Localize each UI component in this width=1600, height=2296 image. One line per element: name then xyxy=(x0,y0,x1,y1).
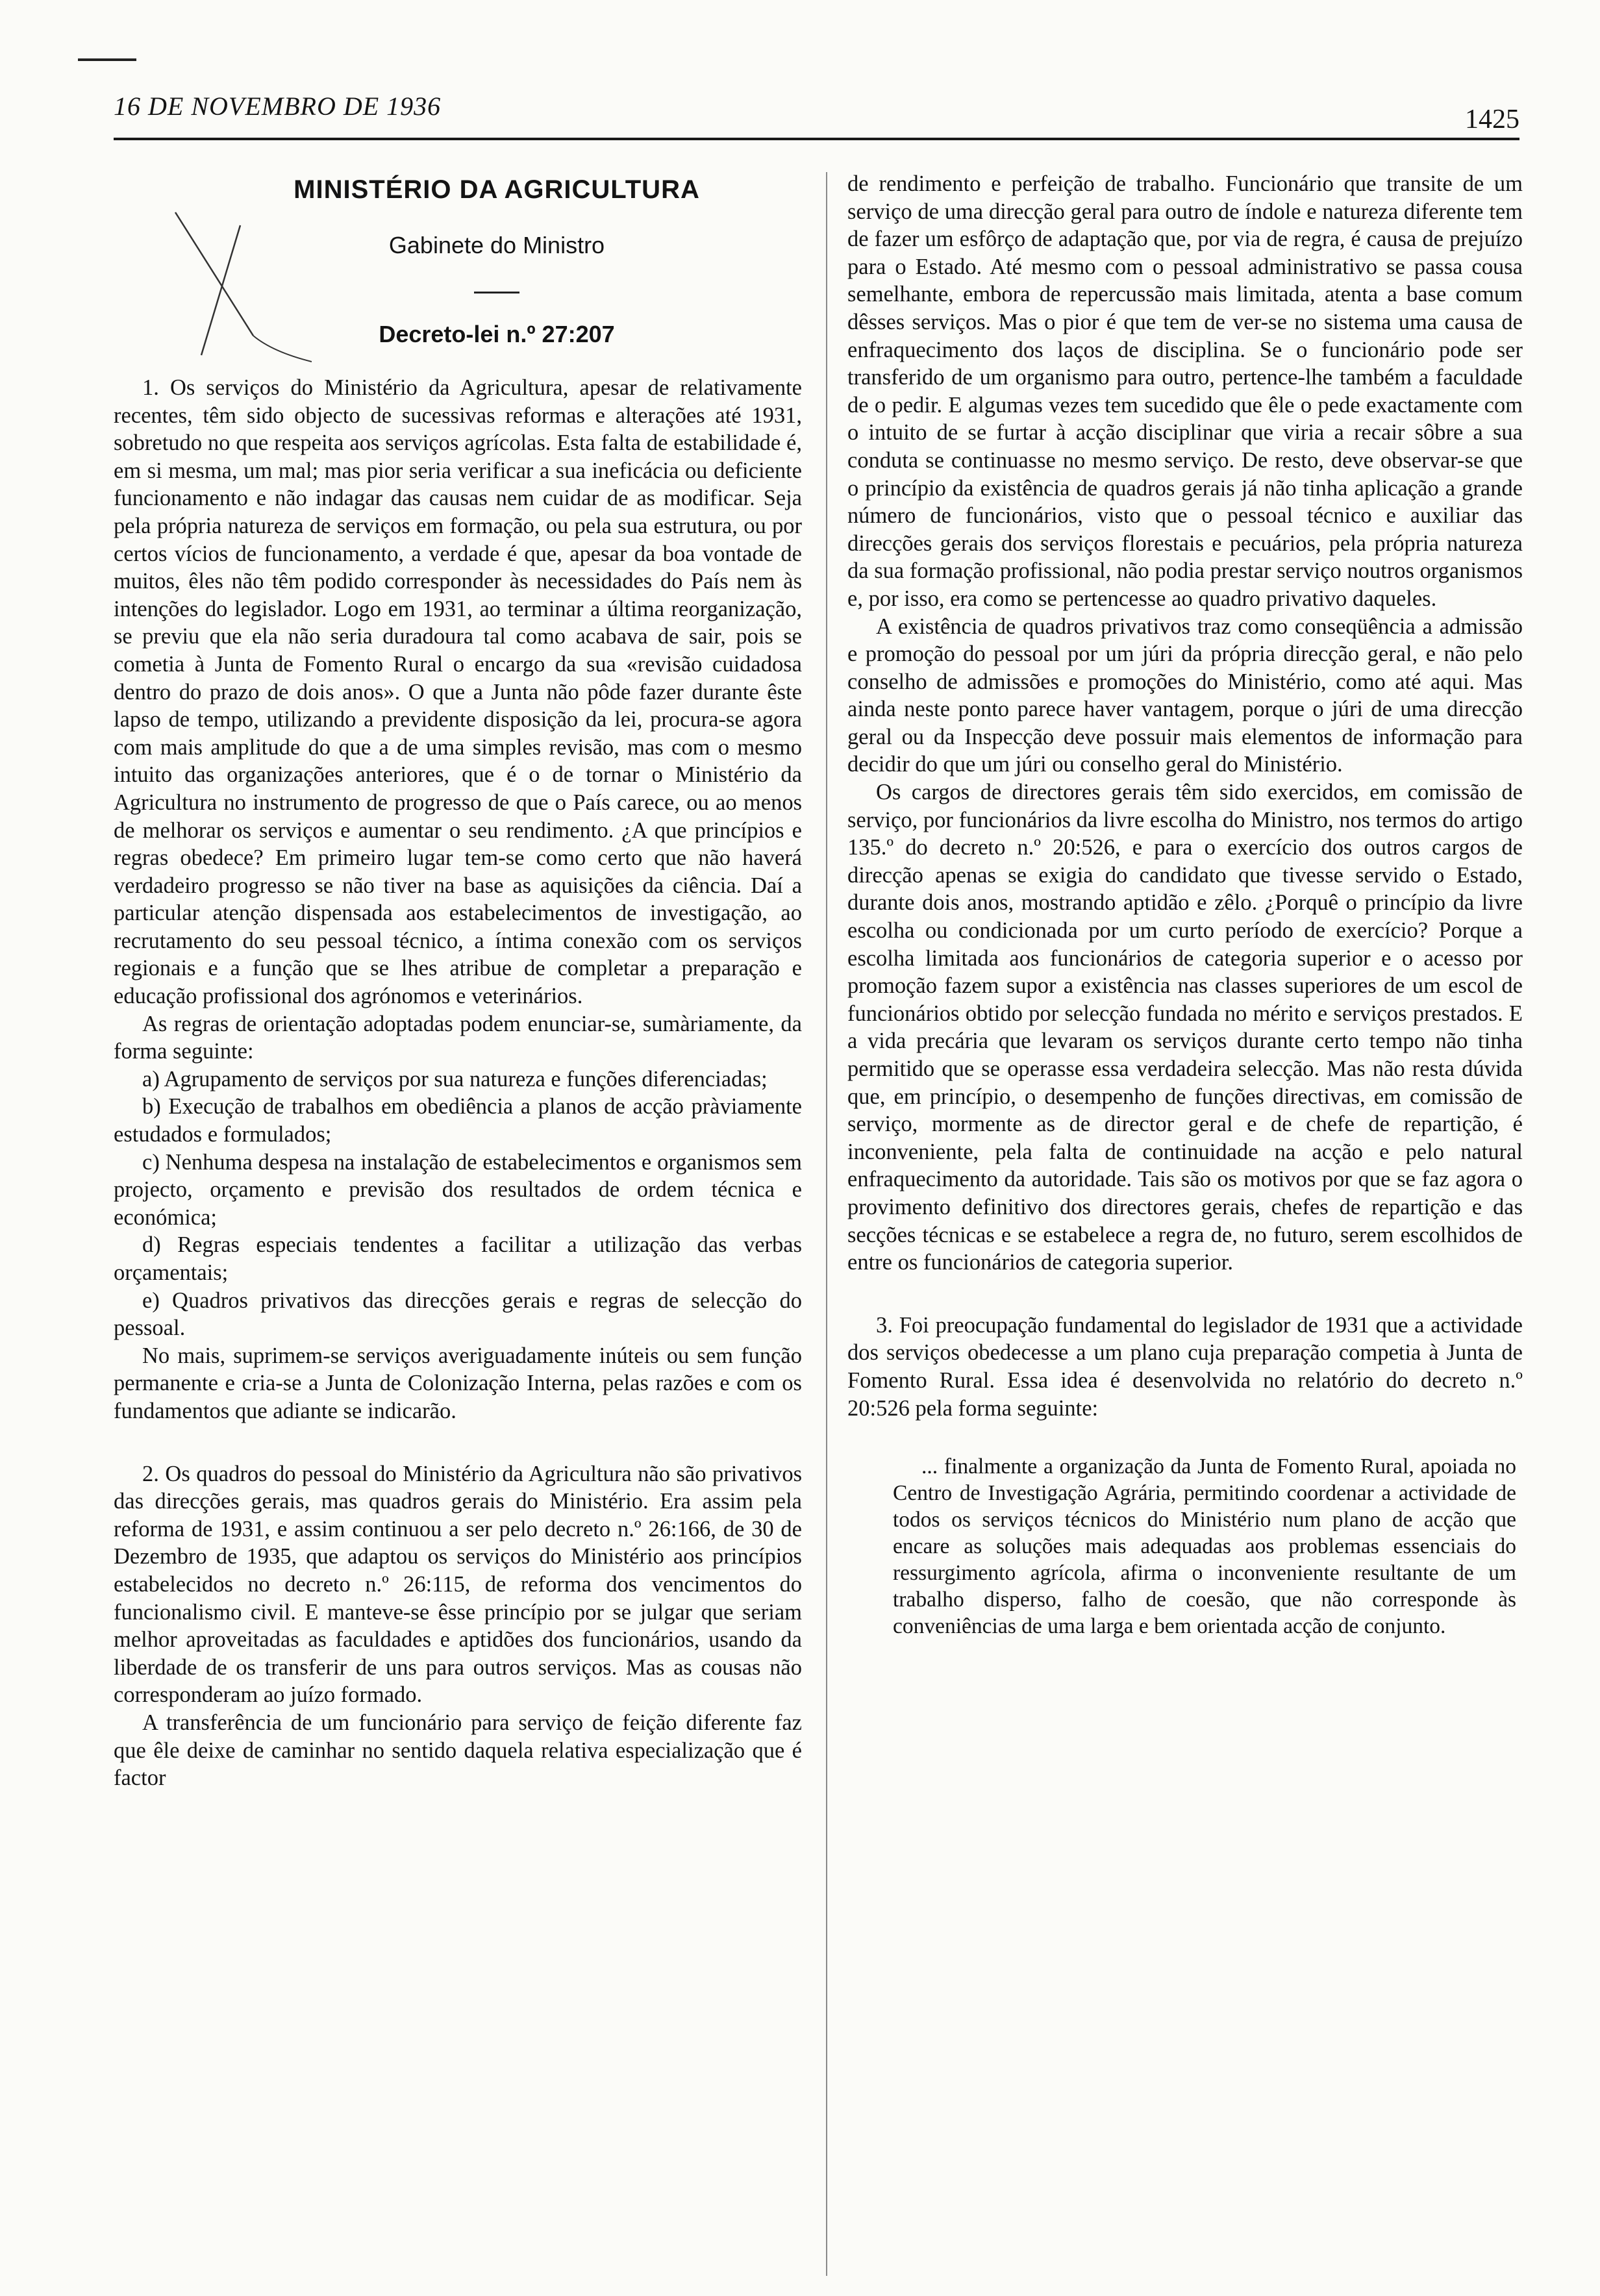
block-quote: ... finalmente a organização da Junta de Fomento Rural, apoiada no Centro de Investigação Agrária, permitindo coordenar a actividade de todos os serviços técnicos do Ministério num plano de acção que encare as soluções mais adequadas aos problemas essenciais do ressurgimento agrícola, afirma o inconveniente resultante de um trabalho disperso, falho de coesão, que não corresponde às conveniências de uma larga e bem orientada acção de conjunto. xyxy=(893,1454,1516,1639)
section-gap xyxy=(114,1425,802,1460)
list-item-b: b) Execução de trabalhos em obediência a planos de acção pràviamente estudados e formulados; xyxy=(114,1094,802,1147)
paragraph-cargos: Os cargos de directores gerais têm sido exercidos, em comissão de serviço, por funcionários da livre escolha do Ministro, nos termos do artigo 135.º do decreto n.º 20:526, e para o exercício dos outros cargos de direcção apenas se exigia do candidato que tivesse servido o Estado, durante dois anos, mostrando aptidão e zêlo. ¿Porquê o princípio da livre escolha ou condicionada por um curto período de exercício? Porque a escolha limitada aos funcionários de categoria superior e o acesso por promoção fazem supor a existência nas classes superiores de um escol de funcionários obtido por selecção fundada no mérito e serviços prestados. E a vida precária que levaram os serviços durante certo tempo não tinha permitido que se operasse essa verdadeira selecção. Mas não resta dúvida que, em princípio, o desempenho de funções directivas, em comissão de serviço, mormente as de director geral e de chefe de repartição, é inconveniente, pela falta de continuidade na acção e pelo natural enfraquecimento da autoridade. Tais são os motivos por que se faz agora o provimento definitivo dos directores gerais, chefes de repartição e das secções técnicas e se estabelece a regra de, no futuro, serem escolhidos de entre os funcionários de categoria superior. xyxy=(847,780,1523,1275)
quote-gap xyxy=(847,1422,1523,1453)
header-rule xyxy=(114,138,1519,140)
ministry-title: MINISTÉRIO DA AGRICULTURA xyxy=(294,175,700,204)
column-divider xyxy=(826,172,827,2276)
cabinet-subtitle: Gabinete do Ministro xyxy=(388,232,605,258)
paragraph-quadros: A existência de quadros privativos traz como conseqüência a admissão e promoção do pessoal por um júri da própria direcção geral, e não pelo conselho de admissões e promoções do Ministério, como até aqui. Mas ainda neste ponto parece haver vantagem, porque o júri de uma direcção geral ou da Inspecção deve possuir mais elementos de informação para decidir do que um júri ou conselho geral do Ministério. xyxy=(847,614,1523,777)
page-number: 1425 xyxy=(1465,105,1519,134)
paragraph-rules-intro: As regras de orientação adoptadas podem enunciar-se, sumàriamente, da forma seguinte: xyxy=(114,1011,802,1064)
paragraph-section-2: 2. Os quadros do pessoal do Ministério da Agricultura não são privativos das direcções gerais, mas quadros gerais do Ministério. Era assim pela reforma de 1931, e assim continuou a ser pelo decreto n.º 26:166, de 30 de Dezembro de 1935, que adaptou os serviços do Ministério aos princípios estabelecidos no decreto n.º 26:115, de reforma dos vencimentos do funcionalismo civil. E manteve-se êsse princípio por se julgar que seriam melhor aproveitadas as faculdades e aptidões dos funcionários, usando da liberdade de os transferir de uns para outros serviços. Mas as cousas não corresponderam ao juízo formado. xyxy=(114,1461,802,1708)
paragraph-1: 1. Os serviços do Ministério da Agricultura, apesar de relativamente recentes, têm sido objecto de sucessivas reformas e alterações até 1931, sobretudo no que respeita aos serviços agrícolas. Esta falta de estabilidade é, em si mesma, um mal; mas pior seria verificar a sua ineficácia ou deficiente funcionamento e não indagar das causas nem cuidar de as modificar. Seja pela própria natureza de serviços em formação, ou pela sua estrutura, ou por certos vícios de funcionamento, a verdade é que, apesar da boa vontade de muitos, êles não têm podido corresponder às necessidades do País nem às intenções do legislador. Logo em 1931, ao terminar a última reorganização, se previu que ela não seria duradoura tal como acabava de sair, pois se cometia à Junta de Fomento Rural o encargo da sua «revisão cuidadosa dentro do prazo de dois anos». O que a Junta não pôde fazer durante êste lapso de tempo, utilizando a previdente disposição da lei, procura-se agora com mais amplitude do que a de uma simples revisão, mas com o mesmo intuito das organizações anteriores, que é o de tornar o Ministério da Agricultura no instrumento de progresso de que o País carece, ou ao menos de melhorar os serviços e aumentar o seu rendimento. ¿A que princípios e regras obedece? Em primeiro lugar tem-se como certo que não haverá verdadeiro progresso se não tiver na base as aquisições da ciência. Daí a particular atenção dispensada aos estabelecimentos de investigação, ao recrutamento do seu pessoal técnico, a íntima conexão com os serviços regionais e a função que se lhes atribue de completar a preparação e educação profissional dos agrónomos e veterinários. xyxy=(114,375,802,1009)
page-header xyxy=(114,91,1519,143)
paragraph-continued: de rendimento e perfeição de trabalho. Funcionário que transite de um serviço de uma direcção geral para outro de índole e natureza diferente tem de fazer um esfôrço de adaptação que, por via de regra, é causa de prejuízo para o Estado. Até mesmo com o pessoal administrativo se passa cousa semelhante, embora de repercussão mais limitada, atenta a base comum dêsses serviços. Mas o pior é que tem de ver-se no sistema uma causa de enfraquecimento dos laços de disciplina. Se o funcionário pode ser transferido de um organismo para outro, pertence-lhe também a faculdade de o pedir. E algumas vezes tem sucedido que êle o pede exactamente com o intuito de se furtar à acção disciplinar que viria a recair sôbre a sua conduta se continuasse no mesmo serviço. De resto, deve observar-se que o princípio da existência de quadros gerais já não tinha aplicação a grande número de funcionários, visto que o pessoal técnico e auxiliar das direcções gerais dos serviços florestais e pecuários, pela própria natureza da sua formação profissional, não podia prestar serviço noutros organismos e, por isso, era como se pertencesse ao quadro privativo daqueles. xyxy=(847,171,1523,611)
list-item-a: a) Agrupamento de serviços por sua natureza e funções diferenciadas; xyxy=(142,1066,768,1092)
section-gap xyxy=(847,1277,1523,1312)
right-column xyxy=(847,170,1523,1640)
list-item-e: e) Quadros privativos das direcções gerais e regras de selecção do pessoal. xyxy=(114,1288,802,1341)
list-item-d: d) Regras especiais tendentes a facilitar a utilização das verbas orçamentais; xyxy=(114,1232,802,1285)
paragraph-transfer: A transferência de um funcionário para serviço de feição diferente faz que êle deixe de caminhar no sentido daquela relativa especialização que é factor xyxy=(114,1710,802,1791)
left-column xyxy=(114,170,802,1792)
list-item-c: c) Nenhuma despesa na instalação de estabelecimentos e organismos sem projecto, orçamento e previsão dos resultados de ordem técnica e económica; xyxy=(114,1149,802,1230)
title-rule xyxy=(474,292,519,293)
header-date: 16 DE NOVEMBRO DE 1936 xyxy=(114,92,442,121)
scan-mark xyxy=(78,58,136,61)
handwritten-x-mark xyxy=(162,206,312,375)
paragraph-section-3: 3. Foi preocupação fundamental do legislador de 1931 que a actividade dos serviços obedecesse a um plano cuja preparação competia à Junta de Fomento Rural. Essa idea é desenvolvida no relatório do decreto n.º 20:526 pela forma seguinte: xyxy=(847,1312,1523,1421)
paragraph-3: No mais, suprimem-se serviços averiguadamente inúteis ou sem função permanente e cria-se a Junta de Colonização Interna, pelas razões e com os fundamentos que adiante se indicarão. xyxy=(114,1343,802,1423)
decree-number: Decreto-lei n.º 27:207 xyxy=(379,321,615,347)
